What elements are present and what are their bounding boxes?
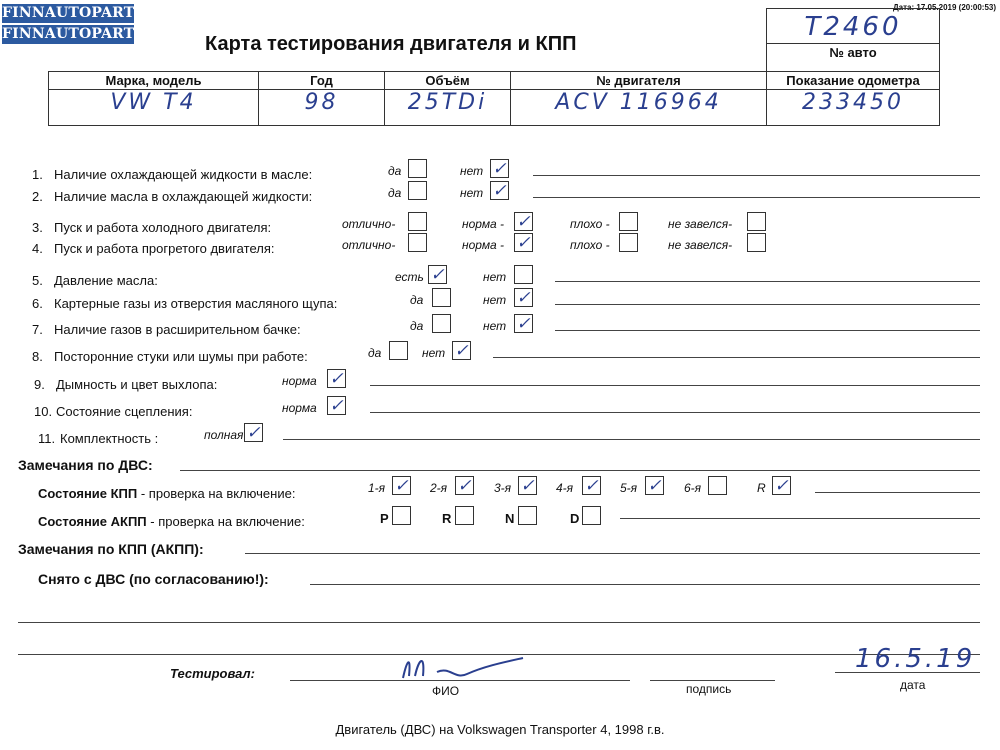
option-checkbox[interactable] — [389, 341, 408, 360]
year-value: 98 — [304, 90, 339, 115]
option-checkbox[interactable] — [747, 233, 766, 252]
gear-label: 1-я — [368, 481, 386, 495]
gear-checkbox[interactable]: ✓ — [392, 476, 411, 495]
column-label: Показание одометра — [786, 73, 920, 88]
gearbox-remarks-line[interactable] — [245, 553, 980, 554]
option-label: да — [388, 164, 402, 178]
position-label: N — [505, 511, 515, 526]
question-number: 4. — [32, 241, 43, 256]
answer-line[interactable] — [493, 357, 980, 358]
question-number: 9. — [34, 377, 45, 392]
question-number: 10. — [34, 404, 53, 419]
column-label: Год — [310, 73, 333, 88]
make-model-value: VW T4 — [110, 90, 197, 115]
answer-line[interactable] — [370, 412, 980, 413]
answer-line[interactable] — [555, 304, 980, 305]
column-label: Марка, модель — [105, 73, 202, 88]
answer-line[interactable] — [533, 175, 980, 176]
gear-label: 2-я — [430, 481, 448, 495]
date-stamp: Дата: 17.05.2019 (20:00:53) — [892, 3, 996, 12]
option-label: да — [410, 319, 424, 333]
option-label: полная — [204, 428, 244, 442]
odometer-value: 233450 — [802, 90, 904, 115]
fio-label: ФИО — [432, 684, 460, 698]
position-checkbox[interactable] — [582, 506, 601, 525]
column-label: Объём — [425, 73, 470, 88]
car-number-box — [766, 8, 940, 72]
gear-label: R — [757, 481, 766, 495]
option-checkbox[interactable]: ✓ — [452, 341, 471, 360]
option-label: отлично- — [342, 238, 396, 252]
cell-make-model — [49, 72, 259, 125]
car-number-value: T2460 — [804, 12, 902, 42]
option-checkbox[interactable] — [408, 233, 427, 252]
question-text: Наличие газов в расширительном бачке: — [54, 322, 301, 337]
option-checkbox[interactable]: ✓ — [514, 212, 533, 231]
position-label: D — [570, 511, 580, 526]
option-label: да — [410, 293, 424, 307]
option-label: отлично- — [342, 217, 396, 231]
signature-line[interactable] — [650, 680, 775, 681]
cell-volume — [385, 72, 511, 125]
question-text: Пуск и работа прогретого двигателя: — [54, 241, 275, 256]
question-text: Картерные газы из отверстия масляного щупа: — [54, 296, 338, 311]
option-label: норма — [282, 374, 317, 388]
position-label: P — [380, 511, 389, 526]
question-text: Пуск и работа холодного двигателя: — [54, 220, 272, 235]
gear-checkbox[interactable] — [708, 476, 727, 495]
option-checkbox[interactable]: ✓ — [490, 181, 509, 200]
question-text: Комплектность : — [60, 431, 159, 446]
question-number: 3. — [32, 220, 43, 235]
question-text: Наличие масла в охлаждающей жидкости: — [54, 189, 313, 204]
position-checkbox[interactable] — [455, 506, 474, 525]
gearbox-remarks-label: Замечания по КПП (АКПП): — [18, 541, 204, 557]
answer-line[interactable] — [555, 330, 980, 331]
option-label: норма - — [462, 217, 505, 231]
option-checkbox[interactable] — [619, 233, 638, 252]
position-checkbox[interactable] — [518, 506, 537, 525]
question-number: 7. — [32, 322, 43, 337]
answer-line[interactable] — [283, 439, 980, 440]
logo-finnautoparts-2: FINNAUTOPARTS — [2, 26, 145, 42]
gear-label: 3-я — [494, 481, 512, 495]
signature-label: подпись — [686, 682, 732, 696]
gear-label: 5-я — [620, 481, 638, 495]
automatic-suffix: - проверка на включение: — [146, 514, 305, 529]
question-number: 6. — [32, 296, 43, 311]
option-label: есть — [395, 270, 424, 284]
question-text: Посторонние стуки или шумы при работе: — [54, 349, 308, 364]
option-label: нет — [483, 293, 507, 307]
gearbox-line[interactable] — [815, 492, 980, 493]
engine-number-value: ACV 116964 — [555, 90, 722, 115]
question-text: Наличие охлаждающей жидкости в масле: — [54, 167, 313, 182]
question-number: 11. — [38, 431, 56, 446]
option-checkbox[interactable]: ✓ — [244, 423, 263, 442]
option-checkbox[interactable]: ✓ — [327, 369, 346, 388]
option-checkbox[interactable]: ✓ — [514, 233, 533, 252]
date-label: дата — [900, 678, 926, 692]
gear-checkbox[interactable]: ✓ — [645, 476, 664, 495]
removed-line[interactable] — [310, 584, 980, 585]
question-number: 8. — [32, 349, 43, 364]
engine-remarks-line[interactable] — [180, 470, 980, 471]
tested-by-label: Тестировал: — [170, 666, 255, 681]
question-number: 2. — [32, 189, 43, 204]
gear-checkbox[interactable]: ✓ — [518, 476, 537, 495]
option-label: норма - — [462, 238, 505, 252]
signature-scribble — [395, 650, 535, 685]
answer-line[interactable] — [370, 385, 980, 386]
gearbox-label: Состояние КПП — [38, 486, 138, 501]
answer-line[interactable] — [533, 197, 980, 198]
option-checkbox[interactable] — [408, 181, 427, 200]
car-number-label: № авто — [829, 45, 877, 60]
gear-label: 6-я — [684, 481, 702, 495]
option-label: нет — [483, 319, 507, 333]
date-line[interactable] — [835, 672, 980, 673]
option-label: нет — [460, 186, 484, 200]
option-checkbox[interactable] — [408, 212, 427, 231]
gear-checkbox[interactable]: ✓ — [772, 476, 791, 495]
option-checkbox[interactable]: ✓ — [428, 265, 447, 284]
option-label: норма — [282, 401, 317, 415]
option-checkbox[interactable]: ✓ — [327, 396, 346, 415]
blank-line-1[interactable] — [18, 622, 980, 623]
option-checkbox[interactable] — [432, 288, 451, 307]
volume-value: 25TDi — [407, 90, 488, 115]
gear-checkbox[interactable]: ✓ — [455, 476, 474, 495]
option-checkbox[interactable]: ✓ — [490, 159, 509, 178]
removed-label: Снято с ДВС (по согласованию!): — [38, 571, 269, 587]
vehicle-info-table — [48, 71, 940, 126]
position-label: R — [442, 511, 452, 526]
page-title: Карта тестирования двигателя и КПП — [205, 33, 577, 55]
option-label: да — [368, 346, 382, 360]
position-checkbox[interactable] — [392, 506, 411, 525]
option-label: нет — [422, 346, 446, 360]
question-text: Дымность и цвет выхлопа: — [56, 377, 218, 392]
automatic-row-label — [38, 514, 305, 529]
question-number: 1. — [32, 167, 43, 182]
automatic-label: Состояние АКПП — [38, 514, 147, 529]
option-checkbox[interactable] — [408, 159, 427, 178]
gearbox-row-label — [38, 486, 295, 501]
logo-finnautoparts: FINNAUTOPARTS — [2, 5, 145, 21]
column-label: № двигателя — [596, 73, 681, 88]
gearbox-suffix: - проверка на включение: — [137, 486, 296, 501]
question-text: Давление масла: — [54, 273, 158, 288]
option-checkbox[interactable] — [619, 212, 638, 231]
option-label: нет — [483, 270, 507, 284]
option-label: не завелся- — [668, 217, 733, 231]
automatic-line[interactable] — [620, 518, 980, 519]
cell-odometer — [767, 72, 939, 125]
caption: Двигатель (ДВС) на Volkswagen Transporter 4, 1998 г.в. — [335, 722, 665, 737]
gear-checkbox[interactable]: ✓ — [582, 476, 601, 495]
option-label: плохо - — [570, 238, 610, 252]
question-text: Состояние сцепления: — [56, 404, 193, 419]
option-checkbox[interactable] — [514, 265, 533, 284]
gear-label: 4-я — [556, 481, 574, 495]
option-label: нет — [460, 164, 484, 178]
option-checkbox[interactable]: ✓ — [514, 288, 533, 307]
cell-engine-number — [511, 72, 767, 125]
option-label: плохо - — [570, 217, 610, 231]
question-number: 5. — [32, 273, 43, 288]
cell-year — [259, 72, 385, 125]
option-label: не завелся- — [668, 238, 733, 252]
date-value: 16.5.19 — [855, 644, 976, 674]
option-checkbox[interactable] — [432, 314, 451, 333]
option-checkbox[interactable]: ✓ — [514, 314, 533, 333]
engine-remarks-label: Замечания по ДВС: — [18, 457, 153, 473]
answer-line[interactable] — [555, 281, 980, 282]
option-label: да — [388, 186, 402, 200]
option-checkbox[interactable] — [747, 212, 766, 231]
